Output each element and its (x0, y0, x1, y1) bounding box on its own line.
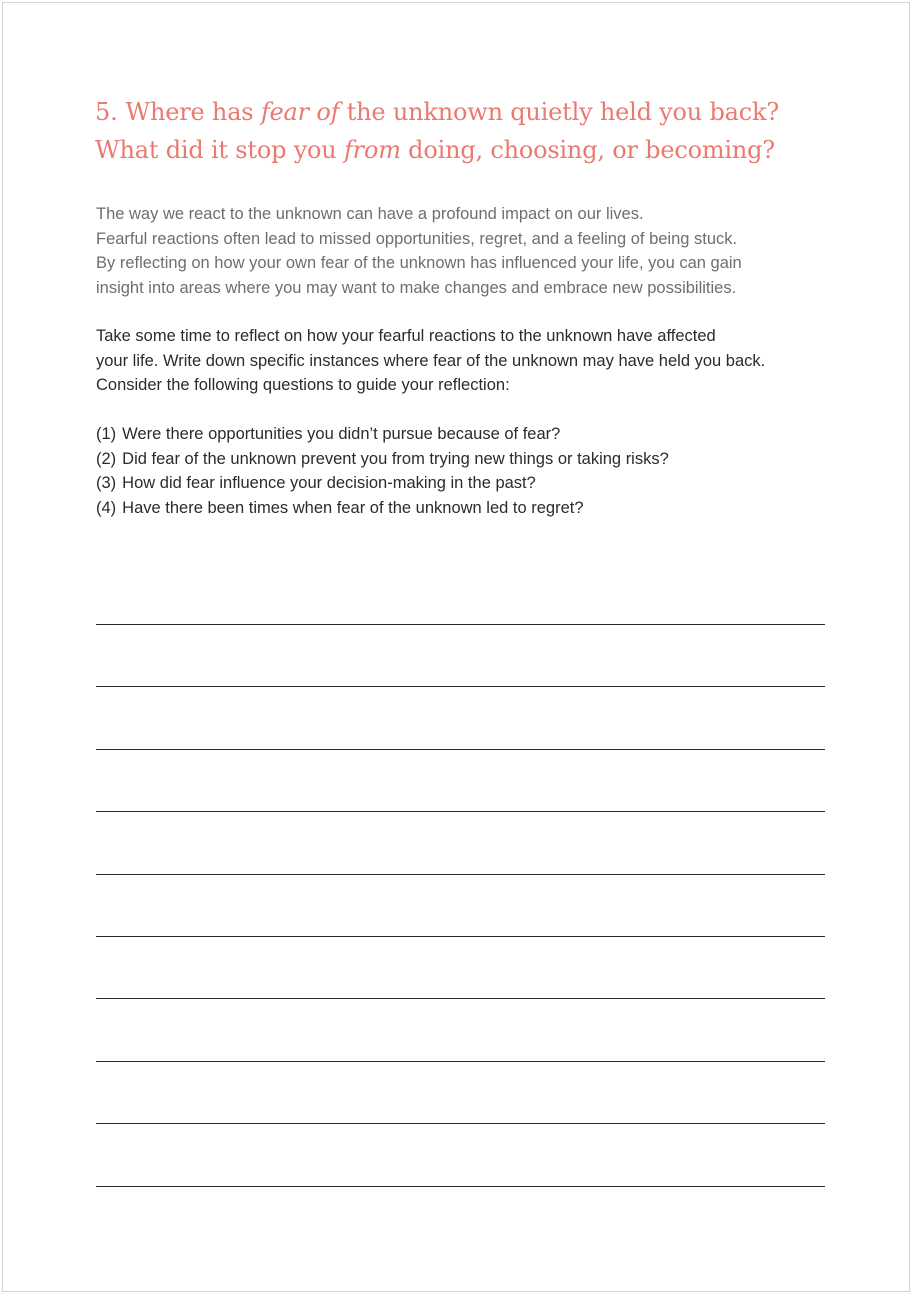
writing-line[interactable] (96, 811, 825, 812)
writing-line[interactable] (96, 1186, 825, 1187)
writing-area[interactable] (96, 624, 825, 1248)
writing-line[interactable] (96, 749, 825, 750)
intro-line: The way we react to the unknown can have a profound impact on our lives. (96, 205, 644, 223)
reflection-question: (1) Were there opportunities you didn’t pursue because of fear? (96, 425, 561, 443)
reflection-question: (4) Have there been times when fear of the unknown led to regret? (96, 498, 584, 517)
writing-line[interactable] (96, 874, 825, 875)
instructions-line: Take some time to reflect on how your fearful reactions to the unknown have affected (96, 327, 716, 345)
question-heading (95, 93, 855, 169)
instructions-paragraph (96, 324, 856, 398)
worksheet-page (2, 2, 910, 1292)
writing-line[interactable] (96, 686, 825, 687)
intro-line: By reflecting on how your own fear of the unknown has influenced your life, you can gain (96, 254, 742, 272)
question-number: 5. (95, 98, 118, 126)
writing-line[interactable] (96, 936, 825, 937)
writing-line[interactable] (96, 1123, 825, 1124)
instructions-line: Consider the following questions to guide your reflection: (96, 376, 510, 394)
reflection-question: (3) How did fear influence your decision-making in the past? (96, 474, 536, 492)
writing-line[interactable] (96, 624, 825, 625)
writing-line[interactable] (96, 998, 825, 999)
intro-line: insight into areas where you may want to make changes and embrace new possibilities. (96, 278, 737, 297)
heading-line-2: What did it stop you from doing, choosing, or becoming? (95, 136, 775, 164)
reflection-question: (2) Did fear of the unknown prevent you from trying new things or taking risks? (96, 449, 669, 468)
instructions-line: your life. Write down specific instances where fear of the unknown may have held you back. (96, 351, 766, 370)
intro-line: Fearful reactions often lead to missed opportunities, regret, and a feeling of being stuck. (96, 229, 738, 248)
writing-line[interactable] (96, 1061, 825, 1062)
reflection-questions-list (96, 422, 856, 520)
heading-line-1: 5. Where has fear of the unknown quietly held you back? (95, 98, 780, 126)
intro-paragraph (96, 202, 856, 300)
